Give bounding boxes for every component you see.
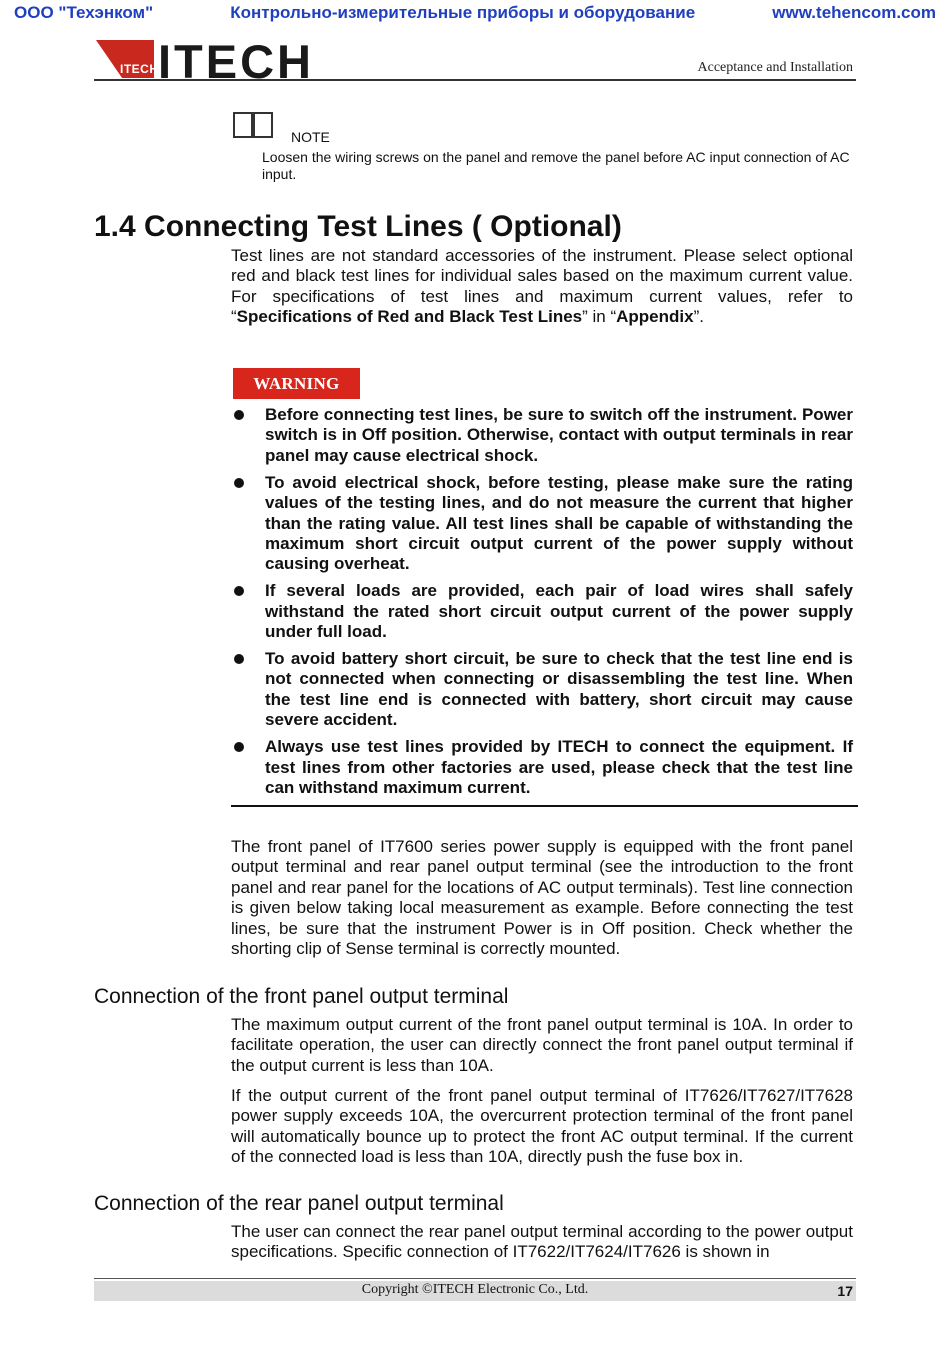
- section-title: 1.4 Connecting Test Lines ( Optional): [94, 210, 622, 243]
- banner-website[interactable]: www.tehencom.com: [772, 3, 936, 22]
- warning-item-text: Before connecting test lines, be sure to switch off the instrument. Power switch is in Off position. Otherwise, contact with output terminals in rear panel may cause electrical shock.: [265, 405, 853, 465]
- logo-small-text: ITECH: [120, 62, 159, 76]
- rear-terminal-heading: Connection of the rear panel output terminal: [94, 1192, 504, 1215]
- intro-text-after: ”.: [693, 307, 704, 327]
- note-label: NOTE: [291, 129, 330, 145]
- bullet-icon: [234, 478, 244, 488]
- front-terminal-para1: The maximum output current of the front panel output terminal is 10A. In order to facilitate operation, the user can directly connect the front panel output terminal if the output current is less than 10A.: [231, 1015, 853, 1075]
- warning-item: [231, 649, 853, 731]
- warning-item: [231, 581, 853, 642]
- warning-item-text: To avoid electrical shock, before testing, please make sure the rating values of the testing lines, and do not measure the current that higher than the rating value. All test lines shall be capable of withstanding the maximum short circuit output current of the power supply without causing overheat.: [265, 472, 853, 574]
- note-text: Loosen the wiring screws on the panel and remove the panel before AC input connection of AC input.: [262, 149, 850, 182]
- book-icon: [232, 110, 274, 140]
- intro-text-before: Test lines are not standard accessories of the instrument. Please select optional red and black test lines for individual sales based on the maximum current value. For specifications of test lines and maximum current values, refer to “: [231, 246, 853, 327]
- banner-tagline: Контрольно-измерительные приборы и оборудование: [230, 3, 696, 22]
- itech-logo: [96, 35, 314, 88]
- intro-text-middle: ” in “: [582, 307, 617, 327]
- warning-list: [231, 405, 853, 805]
- warning-item-text: If several loads are provided, each pair of load wires shall safely withstand the rated short circuit output current of the power supply under full load.: [265, 581, 853, 642]
- warning-divider: [231, 805, 858, 807]
- footer-copyright: Copyright ©ITECH Electronic Co., Ltd.: [361, 1282, 589, 1297]
- intro-bold-appendix: Appendix: [616, 307, 694, 327]
- warning-item-text: To avoid battery short circuit, be sure to check that the test line end is not connected when connecting or disassembling the test line. When the test line end is connected with battery, short circuit may cause severe accident.: [265, 648, 853, 730]
- bullet-icon: [234, 410, 244, 420]
- section-header: Acceptance and Installation: [697, 60, 853, 75]
- top-banner: [14, 2, 936, 24]
- front-panel-intro: The front panel of IT7600 series power supply is equipped with the front panel output terminal and rear panel output terminal (see the introduction to the front panel and rear panel for the locations of AC output terminals). Test line connection is given below taking local measurement as example. Before connecting the test lines, be sure that the instrument Power is in Off position. Check whether the shorting clip of Sense terminal is correctly mounted.: [231, 837, 853, 959]
- logo-main-text: ITECH: [158, 35, 314, 88]
- warning-item: [231, 737, 853, 798]
- warning-badge: WARNING: [233, 368, 360, 399]
- rear-terminal-para1: The user can connect the rear panel output terminal according to the power output specifications. Specific connection of IT7622/IT7624/IT7626 is shown in: [231, 1222, 853, 1262]
- header-divider: [94, 79, 856, 81]
- bullet-icon: [234, 654, 244, 664]
- bullet-icon: [234, 742, 244, 752]
- footer-divider: [94, 1278, 856, 1279]
- warning-item: [231, 405, 853, 466]
- intro-bold-specs: Specifications of Red and Black Test Lines: [236, 307, 583, 327]
- bullet-icon: [234, 586, 244, 596]
- banner-company: ООО "Техэнком": [14, 3, 154, 22]
- page-number: 17: [837, 1283, 853, 1299]
- intro-paragraph: [231, 246, 853, 328]
- front-terminal-heading: Connection of the front panel output terminal: [94, 985, 509, 1008]
- warning-item-text: Always use test lines provided by ITECH to connect the equipment. If test lines from other factories are used, please check that the test line can withstand maximum current.: [265, 737, 853, 797]
- front-terminal-para2: If the output current of the front panel output terminal of IT7626/IT7627/IT7628 power supply exceeds 10A, the overcurrent protection terminal of the front panel will automatically bounce up to protect the front AC output terminal. If the current of the connected load is less than 10A, directly push the fuse box in.: [231, 1086, 853, 1167]
- warning-item: [231, 473, 853, 575]
